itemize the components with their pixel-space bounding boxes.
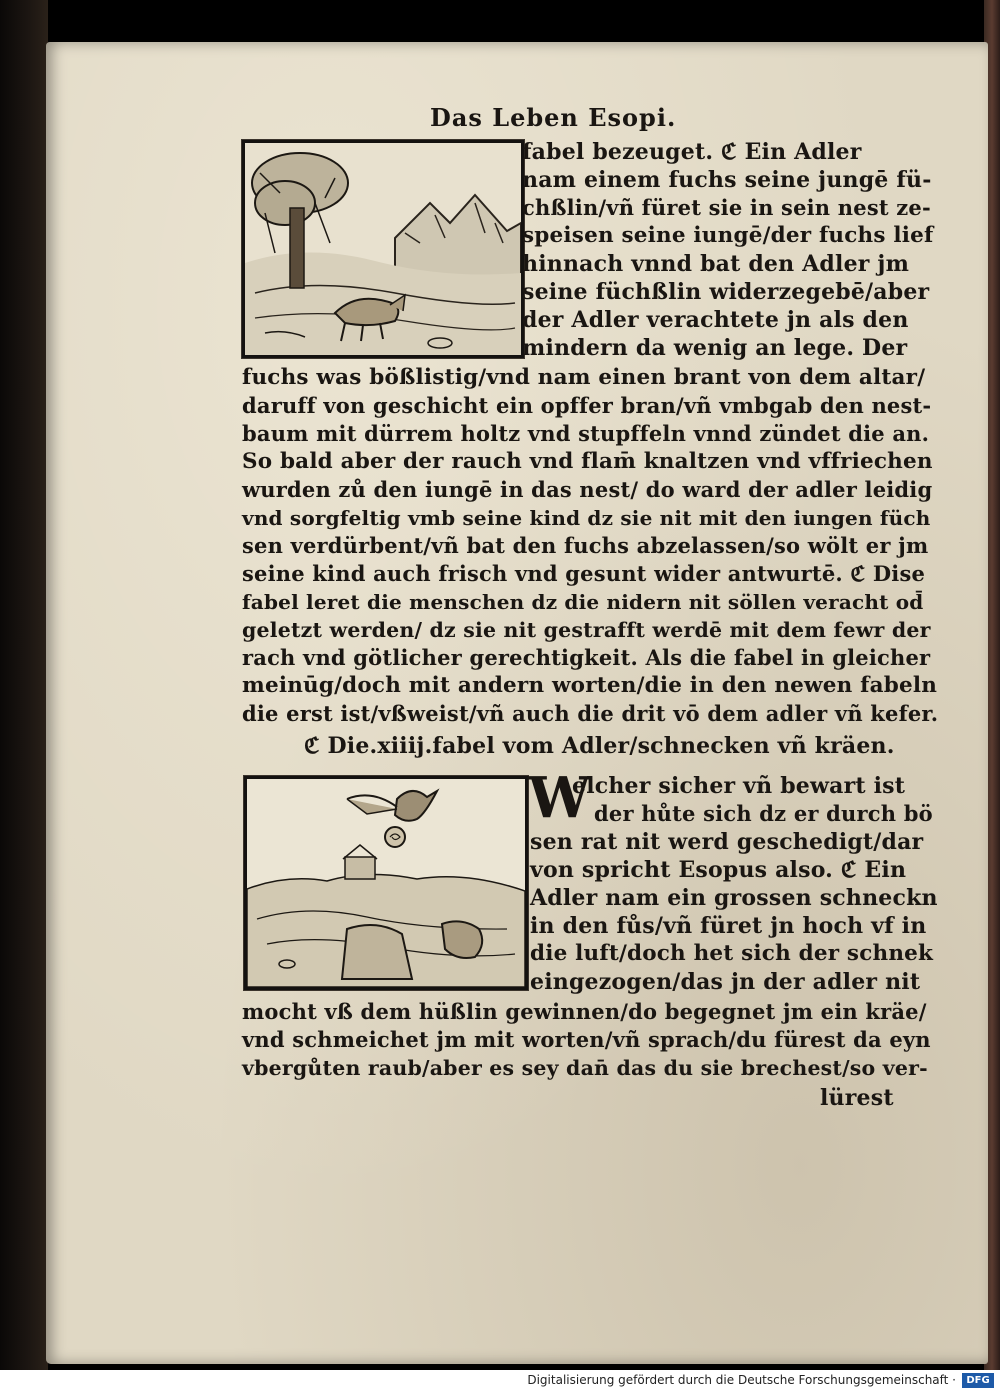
text-line: seine kind auch frisch vnd gesunt wider antwurtē. ℭ Dise bbox=[242, 561, 926, 586]
footer-bar bbox=[0, 1370, 1000, 1391]
dfg-logo: DFG bbox=[962, 1373, 994, 1388]
text-line: hinnach vnnd bat den Adler jm bbox=[522, 251, 910, 277]
text-line: der Adler verachtete jn als den bbox=[522, 307, 909, 333]
eagle-snail-woodcut bbox=[244, 776, 528, 990]
text-line: fuchs was bößlistig/vnd nam einen brant von dem altar/ bbox=[242, 365, 926, 390]
text-line: in den fůs/vñ füret jn hoch vf in bbox=[530, 913, 927, 939]
text-line: von spricht Esopus also. ℭ Ein bbox=[530, 857, 907, 883]
text-line: elcher sicher vñ bewart ist bbox=[572, 773, 906, 799]
text-line: Adler nam ein grossen schneckn bbox=[530, 885, 938, 911]
text-line: mindern da wenig an lege. Der bbox=[522, 335, 908, 361]
text-line: vbergůten raub/aber es sey dan̄ das du sie brechest/so ver- bbox=[242, 1056, 928, 1080]
text-line: speisen seine iungē/der fuchs lief bbox=[522, 223, 934, 248]
text-line: sen rat nit werd geschedigt/dar bbox=[530, 829, 924, 855]
text-line: daruff von geschicht ein opffer bran/vñ vmbgab den nest- bbox=[242, 393, 932, 418]
fox-eagle-woodcut bbox=[242, 140, 524, 358]
text-line: geletzt werden/ dz sie nit gestrafft werdē mit dem fewr der bbox=[242, 618, 931, 642]
drop-cap: W bbox=[528, 765, 591, 831]
fable-heading: ℭ Die.xiiij.fabel vom Adler/schnecken vñ kräen. bbox=[304, 733, 895, 759]
text-line: vnd schmeichet jm mit worten/vñ sprach/du fürest da eyn bbox=[242, 1027, 931, 1052]
text-line: meinūg/doch mit andern worten/die in den newen fabeln bbox=[242, 673, 938, 698]
text-line: chßlin/vñ füret sie in sein nest ze- bbox=[522, 195, 931, 220]
book-page bbox=[46, 42, 988, 1364]
text-line: baum mit dürrem holtz vnd stupffeln vnnd zündet die an. bbox=[242, 421, 930, 446]
text-line: fabel leret die menschen dz die nidern nit söllen veracht od̄ bbox=[242, 590, 924, 614]
text-line: der hůte sich dz er durch bö bbox=[594, 801, 933, 826]
text-line: rach vnd götlicher gerechtigkeit. Als die fabel in gleicher bbox=[242, 645, 931, 670]
text-line: wurden zů den iungē in das nest/ do ward der adler leidig bbox=[242, 477, 933, 502]
text-line: mocht vß dem hüßlin gewinnen/do begegnet jm ein kräe/ bbox=[242, 999, 927, 1024]
text-line: eingezogen/das jn der adler nit bbox=[530, 969, 921, 995]
text-line: seine füchßlin widerzegebē/aber bbox=[522, 279, 930, 305]
text-line: nam einem fuchs seine jungē fü- bbox=[522, 167, 932, 193]
catchword: lürest bbox=[820, 1085, 894, 1111]
text-line: sen verdürbent/vñ bat den fuchs abzelassen/so wölt er jm bbox=[242, 533, 929, 558]
funding-notice: Digitalisierung gefördert durch die Deutsche Forschungsgemeinschaft · bbox=[527, 1373, 956, 1387]
text-line: So bald aber der rauch vnd flam̄ knaltzen vnd vffriechen bbox=[242, 449, 933, 474]
text-line: die luft/doch het sich der schnek bbox=[530, 941, 934, 966]
text-line: fabel bezeuget. ℭ Ein Adler bbox=[522, 139, 862, 165]
book-spine bbox=[0, 0, 48, 1370]
text-line: vnd sorgfeltig vmb seine kind dz sie nit mit den iungen füch bbox=[242, 506, 931, 530]
text-line: die erst ist/vßweist/vñ auch die drit vō dem adler vñ kefer. bbox=[242, 701, 939, 726]
running-head: Das Leben Esopi. bbox=[430, 103, 677, 132]
